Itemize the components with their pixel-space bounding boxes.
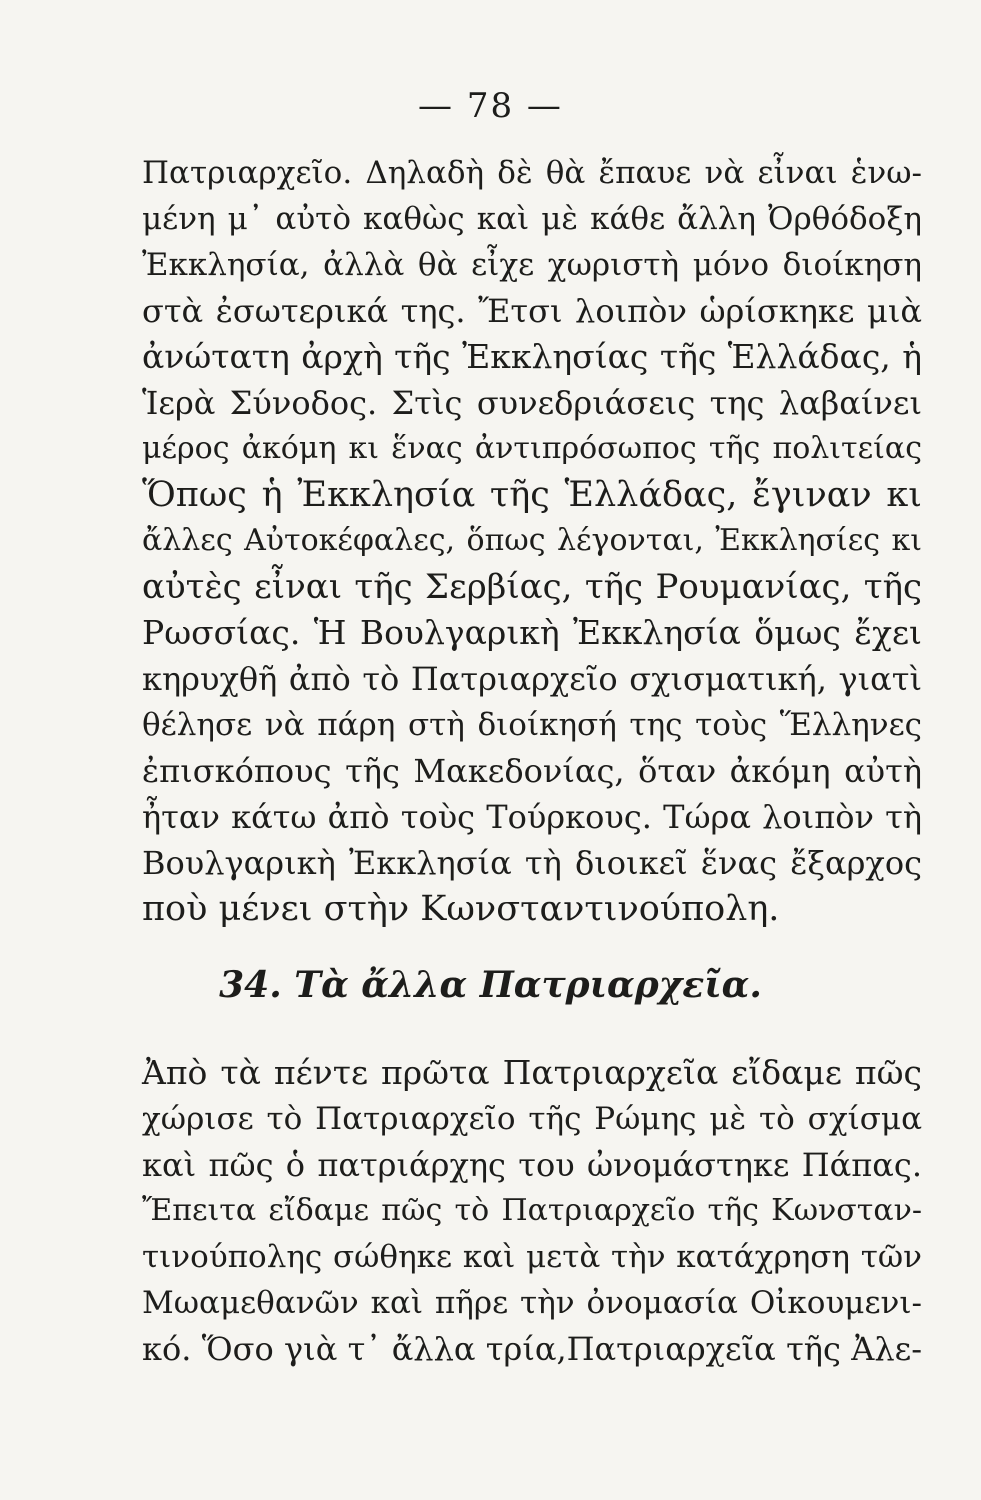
text-line: Ρωσσίας. Ἡ Βουλγαρικὴ Ἐκκλησία ὅμως ἔχει: [142, 613, 922, 652]
text-line: τινούπολης σώθηκε καὶ μετὰ τὴν κατάχρηση τῶν: [142, 1239, 922, 1275]
text-line: ἀνώτατη ἀρχὴ τῆς Ἐκκλησίας τῆς Ἑλλάδας, ἡ: [142, 337, 922, 376]
text-line: Πατριαρχεῖο. Δηλαδὴ δὲ θὰ ἔπαυε νὰ εἶναι ἑνω-: [142, 155, 922, 191]
text-line: χώρισε τὸ Πατριαρχεῖο τῆς Ρώμης μὲ τὸ σχίσμα: [142, 1101, 922, 1137]
text-line: Ἐκκλησία, ἀλλὰ θὰ εἶχε χωριστὴ μόνο διοίκηση: [142, 247, 922, 283]
text-line: Ἀπὸ τὰ πέντε πρῶτα Πατριαρχεῖα εἴδαμε πῶς: [142, 1053, 922, 1092]
section-heading: 34. Τὰ ἄλλα Πατριαρχεῖα.: [219, 964, 762, 1006]
text-line: Μωαμεθανῶν καὶ πῆρε τὴν ὀνομασία Οἰκουμενι-: [142, 1285, 922, 1321]
text-line: κό. Ὅσο γιὰ τ᾽ ἄλλα τρία,Πατριαρχεῖα τῆς Ἀλε-: [142, 1330, 922, 1368]
text-line: στὰ ἐσωτερικά της. Ἔτσι λοιπὸν ὡρίσκηκε μιὰ: [142, 292, 922, 330]
text-line: μέρος ἀκόμη κι ἕνας ἀντιπρόσωπος τῆς πολιτείας: [142, 431, 922, 466]
text-line: ποὺ μένει στὴν Κωνσταντινούπολη.: [142, 889, 780, 929]
text-line: Ἔπειτα εἴδαμε πῶς τὸ Πατριαρχεῖο τῆς Κωνσταν-: [142, 1193, 922, 1228]
text-line: αὐτὲς εἶναι τῆς Σερβίας, τῆς Ρουμανίας, τῆς: [142, 567, 922, 607]
text-line: καὶ πῶς ὁ πατριάρχης του ὠνομάστηκε Πάπας.: [142, 1146, 922, 1184]
text-line: κηρυχθῆ ἀπὸ τὸ Πατριαρχεῖο σχισματική, γιατὶ: [142, 660, 922, 698]
text-line: ἄλλες Αὐτοκέφαλες, ὅπως λέγονται, Ἐκκλησίες κι: [142, 523, 922, 558]
text-line: Ὅπως ἡ Ἐκκλησία τῆς Ἑλλάδας, ἔγιναν κι: [142, 475, 922, 515]
page-number: — 78 —: [418, 86, 563, 126]
text-line: ἐπισκόπους τῆς Μακεδονίας, ὅταν ἀκόμη αὐτὴ: [142, 752, 922, 790]
text-line: Βουλγαρικὴ Ἐκκλησία τὴ διοικεῖ ἕνας ἔξαρχος: [142, 844, 922, 882]
text-line: μένη μ᾽ αὐτὸ καθὼς καὶ μὲ κάθε ἄλλη Ὀρθόδοξη: [142, 201, 922, 237]
text-line: θέλησε νὰ πάρη στὴ διοίκησή της τοὺς Ἕλληνες: [142, 707, 922, 743]
text-line: ἦταν κάτω ἀπὸ τοὺς Τούρκους. Τώρα λοιπὸν τὴ: [142, 798, 922, 836]
text-line: Ἱερὰ Σύνοδος. Στὶς συνεδριάσεις της λαβαίνει: [142, 384, 922, 422]
